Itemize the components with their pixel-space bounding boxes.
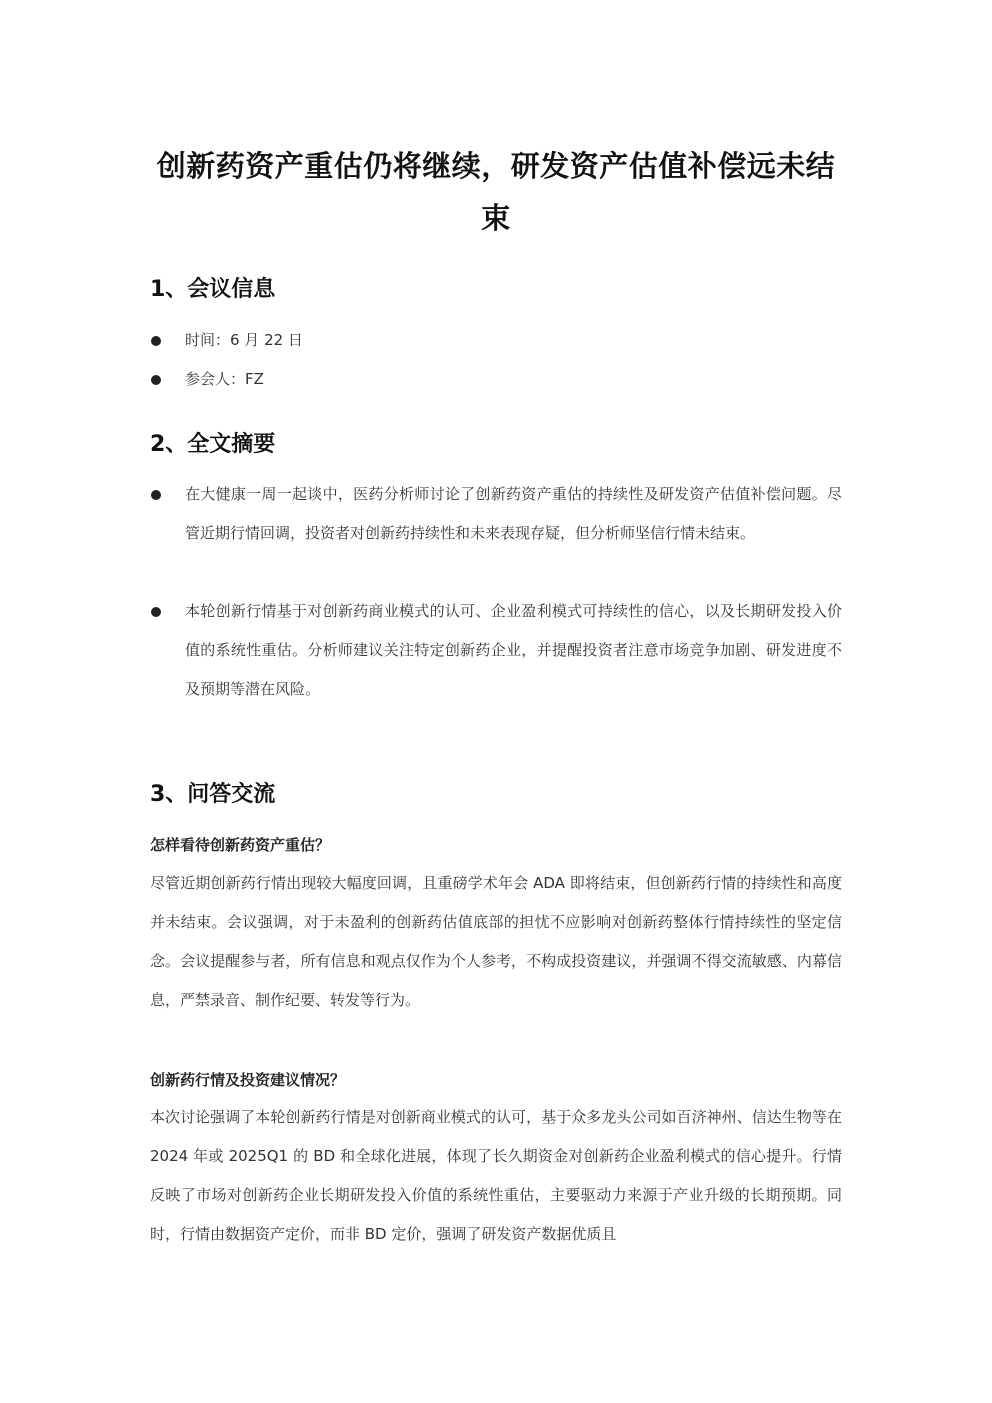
bullet-icon: [151, 490, 161, 500]
list-item-meeting-attendee: [150, 360, 842, 399]
section-heading-meeting-info: 1、会议信息: [150, 277, 276, 302]
list-item-meeting-time: [150, 321, 842, 360]
list-item-text: 在大健康一周一起谈中，医药分析师讨论了创新药资产重估的持续性及研发资产估值补偿问题。尽管近期行情回调，投资者对创新药持续性和未来表现存疑，但分析师坚信行情未结束。: [185, 485, 842, 542]
qa-question-2: 创新药行情及投资建议情况？: [150, 1071, 346, 1089]
qa-answer-2: 本次讨论强调了本轮创新药行情是对创新商业模式的认可，基于众多龙头公司如百济神州、信达生物等在 2024 年或 2025Q1 的 BD 和全球化进展，体现了长久期资金对创新药企业盈利模式的信心提升。行情反映了市场对创新药企业长期研发投入价值的系统性重估，主要驱动力来源于产业升级的长期预期。同时，行情由数据资产定价，而非 BD 定价，强调了研发资产数据优质且: [150, 1108, 842, 1243]
section-heading-summary: 2、全文摘要: [150, 432, 276, 457]
qa-question-1: 怎样看待创新药资产重估？: [150, 836, 331, 854]
section-heading-qa: 3、问答交流: [150, 782, 276, 807]
list-item-text: 时间：6 月 22 日: [185, 331, 303, 349]
list-item-summary-1: [150, 475, 842, 553]
document-title: 创新药资产重估仍将继续，研发资产估值补偿远未结束: [156, 149, 836, 235]
bullet-icon: [151, 336, 161, 346]
bullet-icon: [151, 607, 161, 617]
qa-answer-1: 尽管近期创新药行情出现较大幅度回调，且重磅学术年会 ADA 即将结束，但创新药行情的持续性和高度并未结束。会议强调，对于未盈利的创新药估值底部的担忧不应影响对创新药整体行情持续性的坚定信念。会议提醒参与者，所有信息和观点仅作为个人参考，不构成投资建议，并强调不得交流敏感、内幕信息，严禁录音、制作纪要、转发等行为。: [150, 874, 842, 1009]
bullet-icon: [151, 375, 161, 385]
list-item-text: 本轮创新行情基于对创新药商业模式的认可、企业盈利模式可持续性的信心，以及长期研发投入价值的系统性重估。分析师建议关注特定创新药企业，并提醒投资者注意市场竞争加剧、研发进度不及预期等潜在风险。: [185, 602, 842, 698]
list-item-text: 参会人：FZ: [185, 370, 264, 388]
list-item-summary-2: [150, 592, 842, 709]
